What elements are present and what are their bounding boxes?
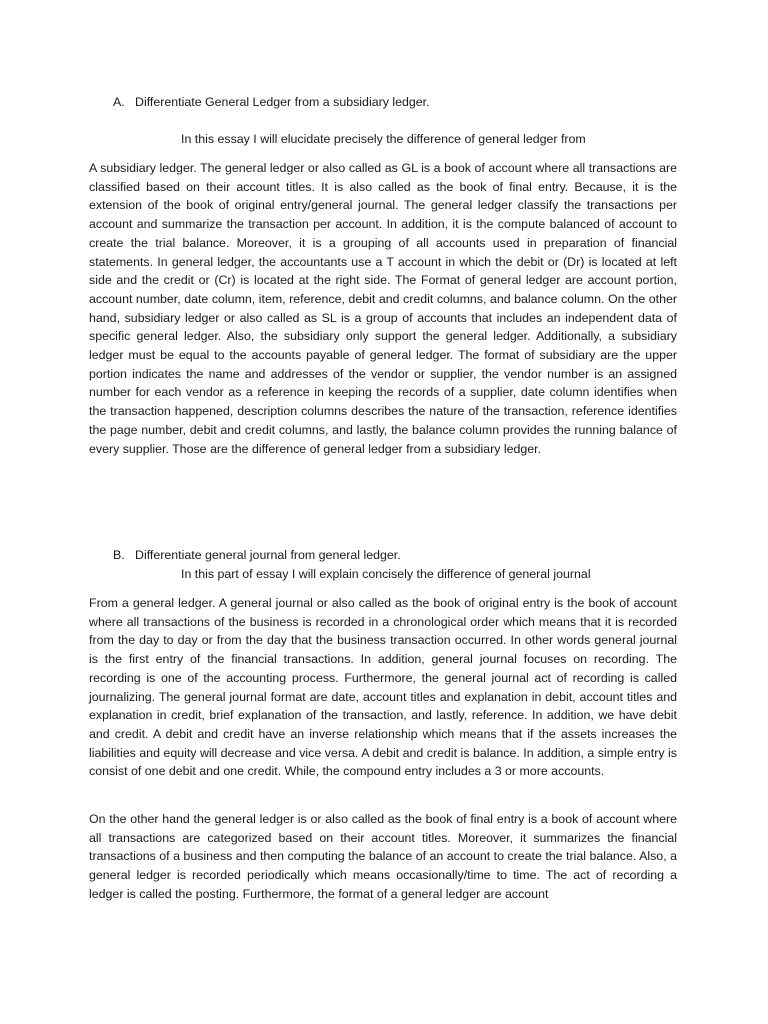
- section-b-intro: In this part of essay I will explain concisely the difference of general journal: [181, 567, 591, 581]
- section-a-heading: [113, 93, 430, 111]
- section-b-heading: [113, 546, 401, 564]
- section-a-paragraph: A subsidiary ledger. The general ledger or also called as GL is a book of account where all transactions are classified based on their account titles. It is also called as the book of final entry. Because, it is the extension of the book of original entry/general journal. The general ledger classify the transactions per account and summarize the transaction per account. In addition, it is the compute balanced of account to create the trial balance. Moreover, it is a grouping of all accounts used in preparation of financial statements. In general ledger, the accountants use a T account in which the debit or (Dr) is located at left side and the credit or (Cr) is located at the right side. The Format of general ledger are account portion, account number, date column, item, reference, debit and credit columns, and balance column. On the other hand, subsidiary ledger or also called as SL is a group of accounts that includes an independent data of specific general ledger. Also, the subsidiary only support the general ledger. Additionally, a subsidiary ledger must be equal to the accounts payable of general ledger. The format of subsidiary are the upper portion indicates the name and addresses of the vendor or supplier, the vendor number is an assigned number for each vendor as a reference in keeping the records of a supplier, date column identifies when the transaction happened, description columns describes the nature of the transaction, reference identifies the page number, debit and credit columns, and lastly, the balance column provides the running balance of every supplier. Those are the difference of general ledger from a subsidiary ledger.: [89, 161, 677, 456]
- section-b-marker: B.: [113, 548, 125, 562]
- section-b-heading-text: Differentiate general journal from general ledger.: [135, 548, 401, 562]
- section-b-paragraph-1: From a general ledger. A general journal or also called as the book of original entry is the book of account where all transactions of the business is recorded in a chronological order which means that it is recorded from the day to day or from the day that the business transaction occurred. In other words general journal is the first entry of the financial transactions. In addition, general journal focuses on recording. The recording is one of the accounting process. Furthermore, the general journal act of recording is called journalizing. The general journal format are date, account titles and explanation in debit, account titles and explanation in credit, brief explanation of the transaction, and lastly, reference. In addition, we have debit and credit. A debit and credit have an inverse relationship which means that if the assets increases the liabilities and equity will decrease and vice versa. A debit and credit is balance. In addition, a simple entry is consist of one debit and one credit. While, the compound entry includes a 3 or more accounts.: [89, 596, 677, 779]
- section-b-paragraph-2: On the other hand the general ledger is or also called as the book of final entry is a book of account where all transactions are categorized based on their account titles. Moreover, it summarizes the financial transactions of a business and then computing the balance of an account to create the trial balance. Also, a general ledger is recorded periodically which means occasionally/time to time. The act of recording a ledger is called the posting. Furthermore, the format of a general ledger are account: [89, 812, 677, 901]
- section-a-heading-text: Differentiate General Ledger from a subsidiary ledger.: [135, 95, 430, 109]
- section-a-intro: In this essay I will elucidate precisely the difference of general ledger from: [181, 132, 586, 146]
- section-a-marker: A.: [113, 95, 125, 109]
